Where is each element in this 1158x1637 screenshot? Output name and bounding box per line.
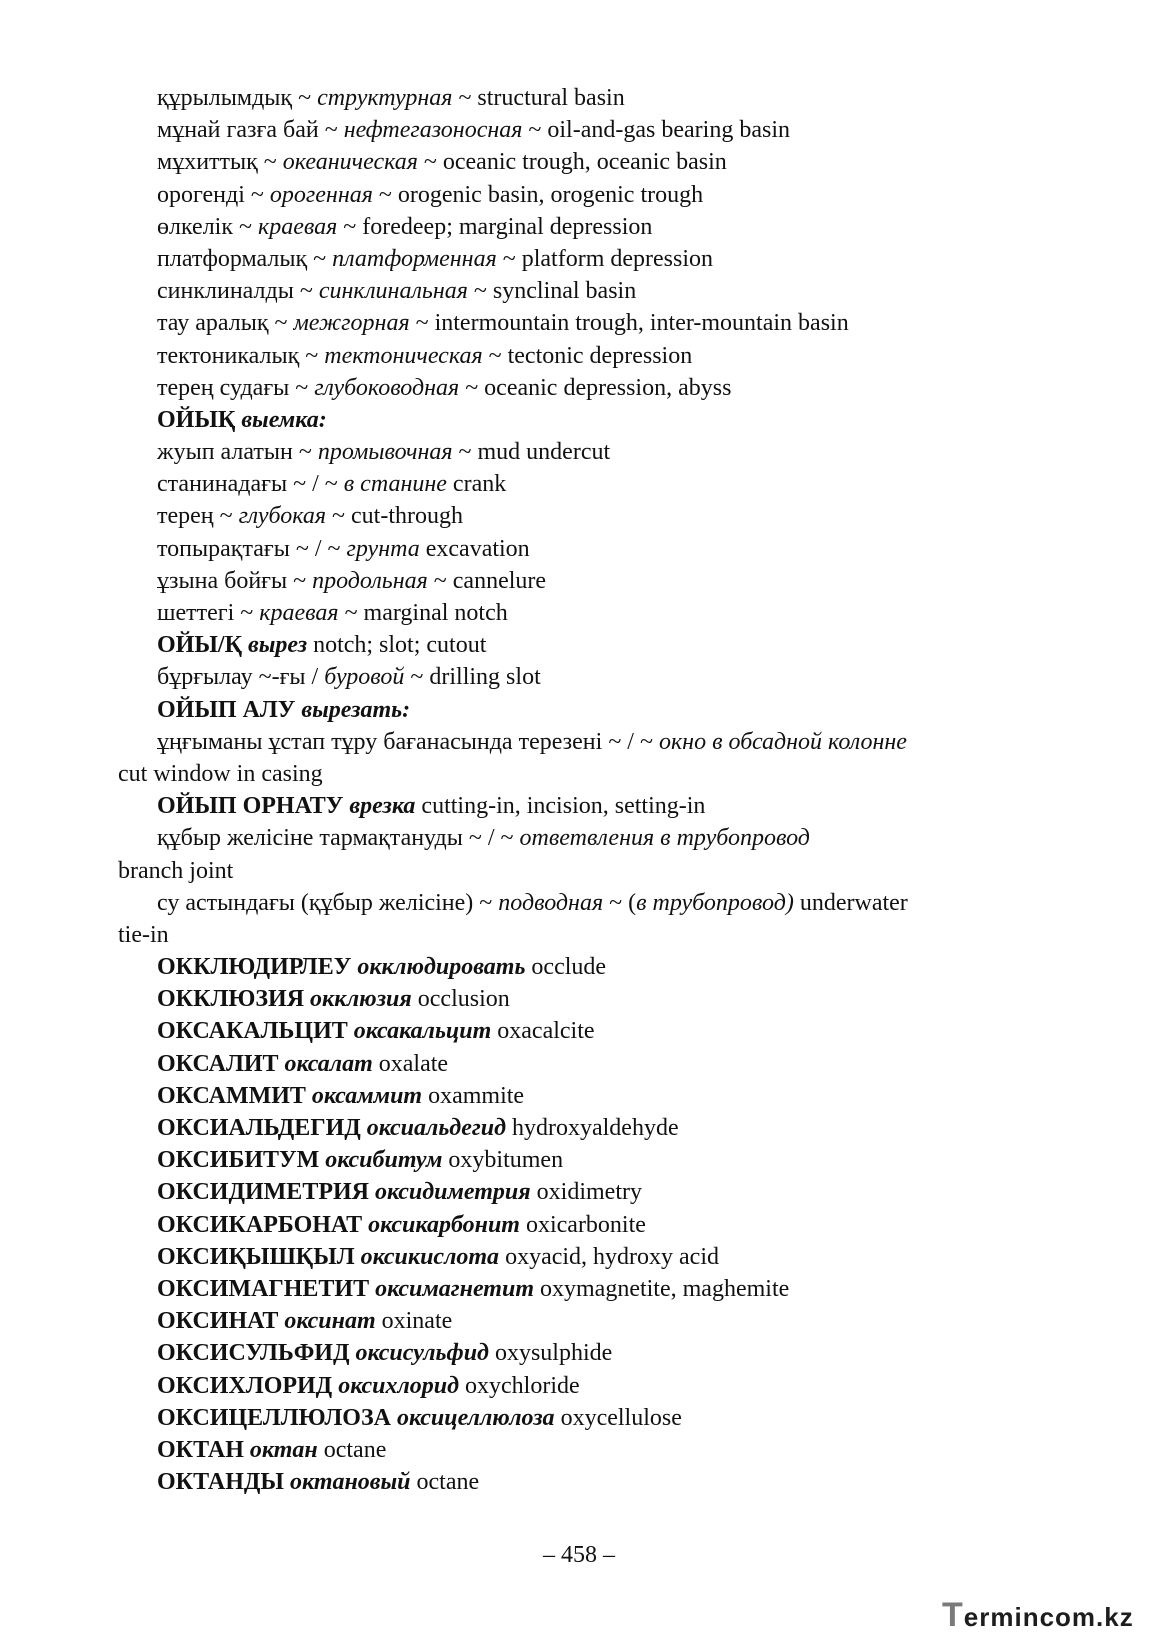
dictionary-entry [118, 179, 1013, 211]
headword: ОКСИСУЛЬФИД [157, 1340, 356, 1367]
entry-text: ~ oceanic trough, oceanic basin [417, 149, 727, 176]
dictionary-entry [118, 372, 1013, 404]
dictionary-entry [118, 1434, 1013, 1466]
dictionary-entry [118, 694, 1013, 726]
headword: ОКСИНАТ [157, 1308, 285, 1335]
russian-term: структурная [317, 85, 453, 111]
entry-text: тектоникалық ~ [157, 342, 325, 369]
entry-text: occlude [525, 954, 607, 981]
entry-text: oxymagnetite, maghemite [534, 1275, 790, 1302]
entry-text: құбыр желісіне тармақтануды ~ / ~ [157, 825, 520, 852]
dictionary-entry [118, 307, 1013, 339]
dictionary-entry [118, 661, 1013, 693]
entry-text: excavation [419, 535, 530, 562]
watermark-text: ermincom.kz [963, 1602, 1134, 1632]
entry-text: branch joint [118, 857, 234, 884]
dictionary-entry [118, 404, 1013, 436]
entry-text: oxicarbonite [519, 1211, 646, 1238]
entry-text: станинадағы ~ / ~ [157, 471, 344, 498]
russian-headword: оксиальдегид [366, 1115, 506, 1141]
entry-text: oxyacid, hydroxy acid [499, 1243, 719, 1270]
russian-headword: врезка [349, 793, 416, 820]
dictionary-entry [118, 887, 1013, 919]
russian-term: ответвления в трубопровод [519, 825, 810, 852]
dictionary-entry [118, 468, 1013, 500]
dictionary-entry [118, 243, 1013, 275]
entry-text: терең ~ [157, 503, 239, 530]
russian-term: в станине [343, 471, 447, 498]
russian-headword: оксихлорид [338, 1372, 460, 1399]
russian-headword: оксицеллюлоза [396, 1404, 555, 1431]
headword: ОККЛЮЗИЯ [157, 986, 311, 1013]
dictionary-entry [118, 983, 1013, 1015]
russian-term: платформенная [332, 245, 497, 272]
headword: ОКСИМАГНЕТИТ [157, 1275, 376, 1302]
entry-text: терең судағы ~ [157, 374, 315, 401]
entry-text: ~ cannelure [427, 567, 547, 594]
dictionary-entry [118, 1015, 1013, 1047]
entry-text: notch; slot; cutout [307, 632, 487, 659]
headword: ОКСИБИТУМ [157, 1147, 326, 1174]
russian-headword: окклюдировать [357, 954, 526, 981]
entry-text: ұңғыманы ұстап тұру бағанасында терезені ~ / ~ [157, 728, 659, 755]
russian-term: промывочная [317, 439, 453, 466]
dictionary-entry-continuation [118, 758, 1013, 790]
entry-text: ~ orogenic basin, orogenic trough [372, 181, 704, 208]
entry-text: ~ foredeep; marginal depression [337, 213, 653, 240]
page-number: – 458 – [543, 1542, 615, 1568]
entry-text: underwater [793, 889, 908, 916]
entry-text: ~ marginal notch [338, 600, 508, 626]
russian-term: буровой [324, 664, 405, 691]
dictionary-entry [118, 436, 1013, 468]
russian-headword: вырез [247, 632, 308, 659]
dictionary-entry [118, 597, 1013, 629]
dictionary-entry [118, 1402, 1013, 1434]
russian-headword: оксисульфид [355, 1340, 489, 1367]
dictionary-entry [118, 951, 1013, 983]
entry-text: мұхиттық ~ [157, 149, 283, 176]
dictionary-entry [118, 629, 1013, 661]
headword: ОКСИҚЫШҚЫЛ [157, 1243, 361, 1270]
headword: ОКСАЛИТ [157, 1050, 285, 1077]
dictionary-entry-continuation [118, 919, 1013, 951]
dictionary-entry [118, 1337, 1013, 1369]
russian-term: продольная [312, 567, 428, 594]
entry-text: ~ drilling slot [404, 664, 541, 691]
entry-text: орогенді ~ [157, 181, 270, 208]
entry-text: cut window in casing [118, 760, 323, 787]
watermark-letter: T [942, 1596, 964, 1634]
entry-text: ~ structural basin [452, 85, 625, 111]
dictionary-entry [118, 500, 1013, 532]
entry-text: ~ oil-and-gas bearing basin [522, 117, 790, 144]
entry-text: бұрғылау ~-ғы / [157, 664, 325, 691]
russian-headword: оксикарбонит [368, 1211, 520, 1238]
headword: ОКТАН [157, 1436, 250, 1463]
dictionary-entry [118, 726, 1013, 758]
headword: ОКСИКАРБОНАТ [157, 1211, 369, 1238]
russian-term: нефтегазоносная [343, 117, 523, 144]
entry-text: crank [446, 471, 507, 498]
entry-text: платформалық ~ [157, 245, 333, 272]
entry-text: oxidimetry [530, 1179, 642, 1206]
entry-text: ұзына бойғы ~ [157, 567, 313, 594]
russian-term: в трубопровод) [636, 889, 794, 916]
entry-text: су астындағы (құбыр желісіне) ~ [157, 889, 499, 916]
russian-headword: оксидиметрия [374, 1179, 531, 1206]
entry-text: oxysulphide [488, 1340, 613, 1367]
russian-term: подводная [498, 889, 604, 916]
russian-term: краевая [259, 600, 339, 626]
dictionary-entry [118, 1144, 1013, 1176]
dictionary-entry [118, 533, 1013, 565]
entry-text: ~ platform depression [496, 245, 714, 272]
dictionary-entry [118, 1112, 1013, 1144]
russian-term: глубоководная [314, 374, 460, 401]
entry-text: occlusion [411, 986, 510, 1013]
russian-term: глубокая [238, 503, 327, 530]
dictionary-entry [118, 82, 1013, 114]
russian-headword: оксимагнетит [375, 1275, 534, 1302]
russian-term: океаническая [282, 149, 418, 176]
entry-text: oxalate [372, 1050, 449, 1077]
dictionary-entry [118, 114, 1013, 146]
entry-text: hydroxyaldehyde [505, 1115, 679, 1141]
entry-text: ~ cut-through [326, 503, 463, 530]
dictionary-entry [118, 1273, 1013, 1305]
dictionary-entry [118, 340, 1013, 372]
russian-headword: оксинат [284, 1308, 376, 1335]
entry-text: ~ ( [603, 889, 637, 916]
russian-headword: оксибитум [325, 1147, 443, 1174]
dictionary-entry [118, 1370, 1013, 1402]
headword: ОКСАКАЛЬЦИТ [157, 1018, 354, 1045]
entry-text: жуып алатын ~ [157, 439, 318, 466]
dictionary-entry [118, 1241, 1013, 1273]
dictionary-entry-continuation [118, 855, 1013, 887]
headword: ОКСИХЛОРИД [157, 1372, 339, 1399]
russian-term: синклинальная [318, 278, 468, 305]
entry-text: өлкелік ~ [157, 213, 258, 240]
headword: ОЙЫ/Қ [157, 632, 248, 659]
russian-term: межгорная [293, 310, 410, 337]
entry-text: ~ intermountain trough, inter-mountain basin [409, 310, 849, 337]
headword: ОЙЫҚ [157, 406, 242, 433]
entry-text: ~ tectonic depression [482, 342, 693, 369]
russian-term: краевая [257, 213, 338, 240]
russian-headword: вырезать: [301, 696, 411, 723]
dictionary-entry [118, 1305, 1013, 1337]
russian-term: тектоническая [324, 342, 483, 369]
russian-headword: оксаммит [311, 1082, 423, 1109]
headword: ОКТАНДЫ [157, 1469, 290, 1496]
headword: ОКСАММИТ [157, 1082, 312, 1109]
dictionary-entry [118, 211, 1013, 243]
entry-text: ~ synclinal basin [467, 278, 637, 305]
entry-text: топырақтағы ~ / ~ [157, 535, 347, 562]
headword: ОКСИЦЕЛЛЮЛОЗА [157, 1404, 397, 1431]
entry-text: oxybitumen [442, 1147, 564, 1174]
headword: ОЙЫП АЛУ [157, 696, 302, 723]
entry-text: cutting-in, incision, setting-in [415, 793, 706, 820]
entry-text: ~ oceanic depression, abyss [459, 374, 732, 401]
entry-text: тау аралық ~ [157, 310, 294, 337]
russian-term: орогенная [269, 181, 373, 208]
dictionary-entry [118, 1176, 1013, 1208]
russian-headword: октановый [289, 1469, 411, 1496]
russian-term: окно в обсадной колонне [658, 728, 907, 755]
dictionary-entry [118, 790, 1013, 822]
dictionary-entry [118, 275, 1013, 307]
dictionary-entries [118, 82, 1013, 1498]
dictionary-entry [118, 146, 1013, 178]
dictionary-entry [118, 1209, 1013, 1241]
dictionary-entry [118, 1048, 1013, 1080]
dictionary-entry [118, 1080, 1013, 1112]
dictionary-entry [118, 565, 1013, 597]
entry-text: синклиналды ~ [157, 278, 319, 305]
entry-text: tie-in [118, 921, 169, 948]
site-watermark-logo [942, 1596, 1152, 1636]
entry-text: құрылымдық ~ [157, 85, 318, 111]
entry-text: octane [317, 1436, 387, 1463]
russian-headword: оксалат [284, 1050, 373, 1077]
entry-text: ~ mud undercut [452, 439, 611, 466]
entry-text: octane [410, 1469, 480, 1496]
dictionary-entry [118, 822, 1013, 854]
russian-headword: окклюзия [310, 986, 412, 1013]
entry-text: oxycellulose [554, 1404, 682, 1431]
entry-text: шеттегі ~ [157, 600, 260, 626]
entry-text: oxammite [422, 1082, 525, 1109]
russian-headword: оксакальцит [353, 1018, 492, 1045]
russian-term: грунта [346, 535, 420, 562]
russian-headword: октан [249, 1436, 318, 1463]
russian-headword: выемка: [241, 406, 327, 433]
headword: ОККЛЮДИРЛЕУ [157, 954, 358, 981]
headword: ОЙЫП ОРНАТУ [157, 793, 350, 820]
entry-text: oxacalcite [491, 1018, 595, 1045]
entry-text: мұнай газға бай ~ [157, 117, 344, 144]
dictionary-entry [118, 1466, 1013, 1498]
headword: ОКСИДИМЕТРИЯ [157, 1179, 375, 1206]
russian-headword: оксикислота [360, 1243, 500, 1270]
headword: ОКСИАЛЬДЕГИД [157, 1115, 367, 1141]
entry-text: oxinate [375, 1308, 453, 1335]
entry-text: oxychloride [459, 1372, 580, 1399]
